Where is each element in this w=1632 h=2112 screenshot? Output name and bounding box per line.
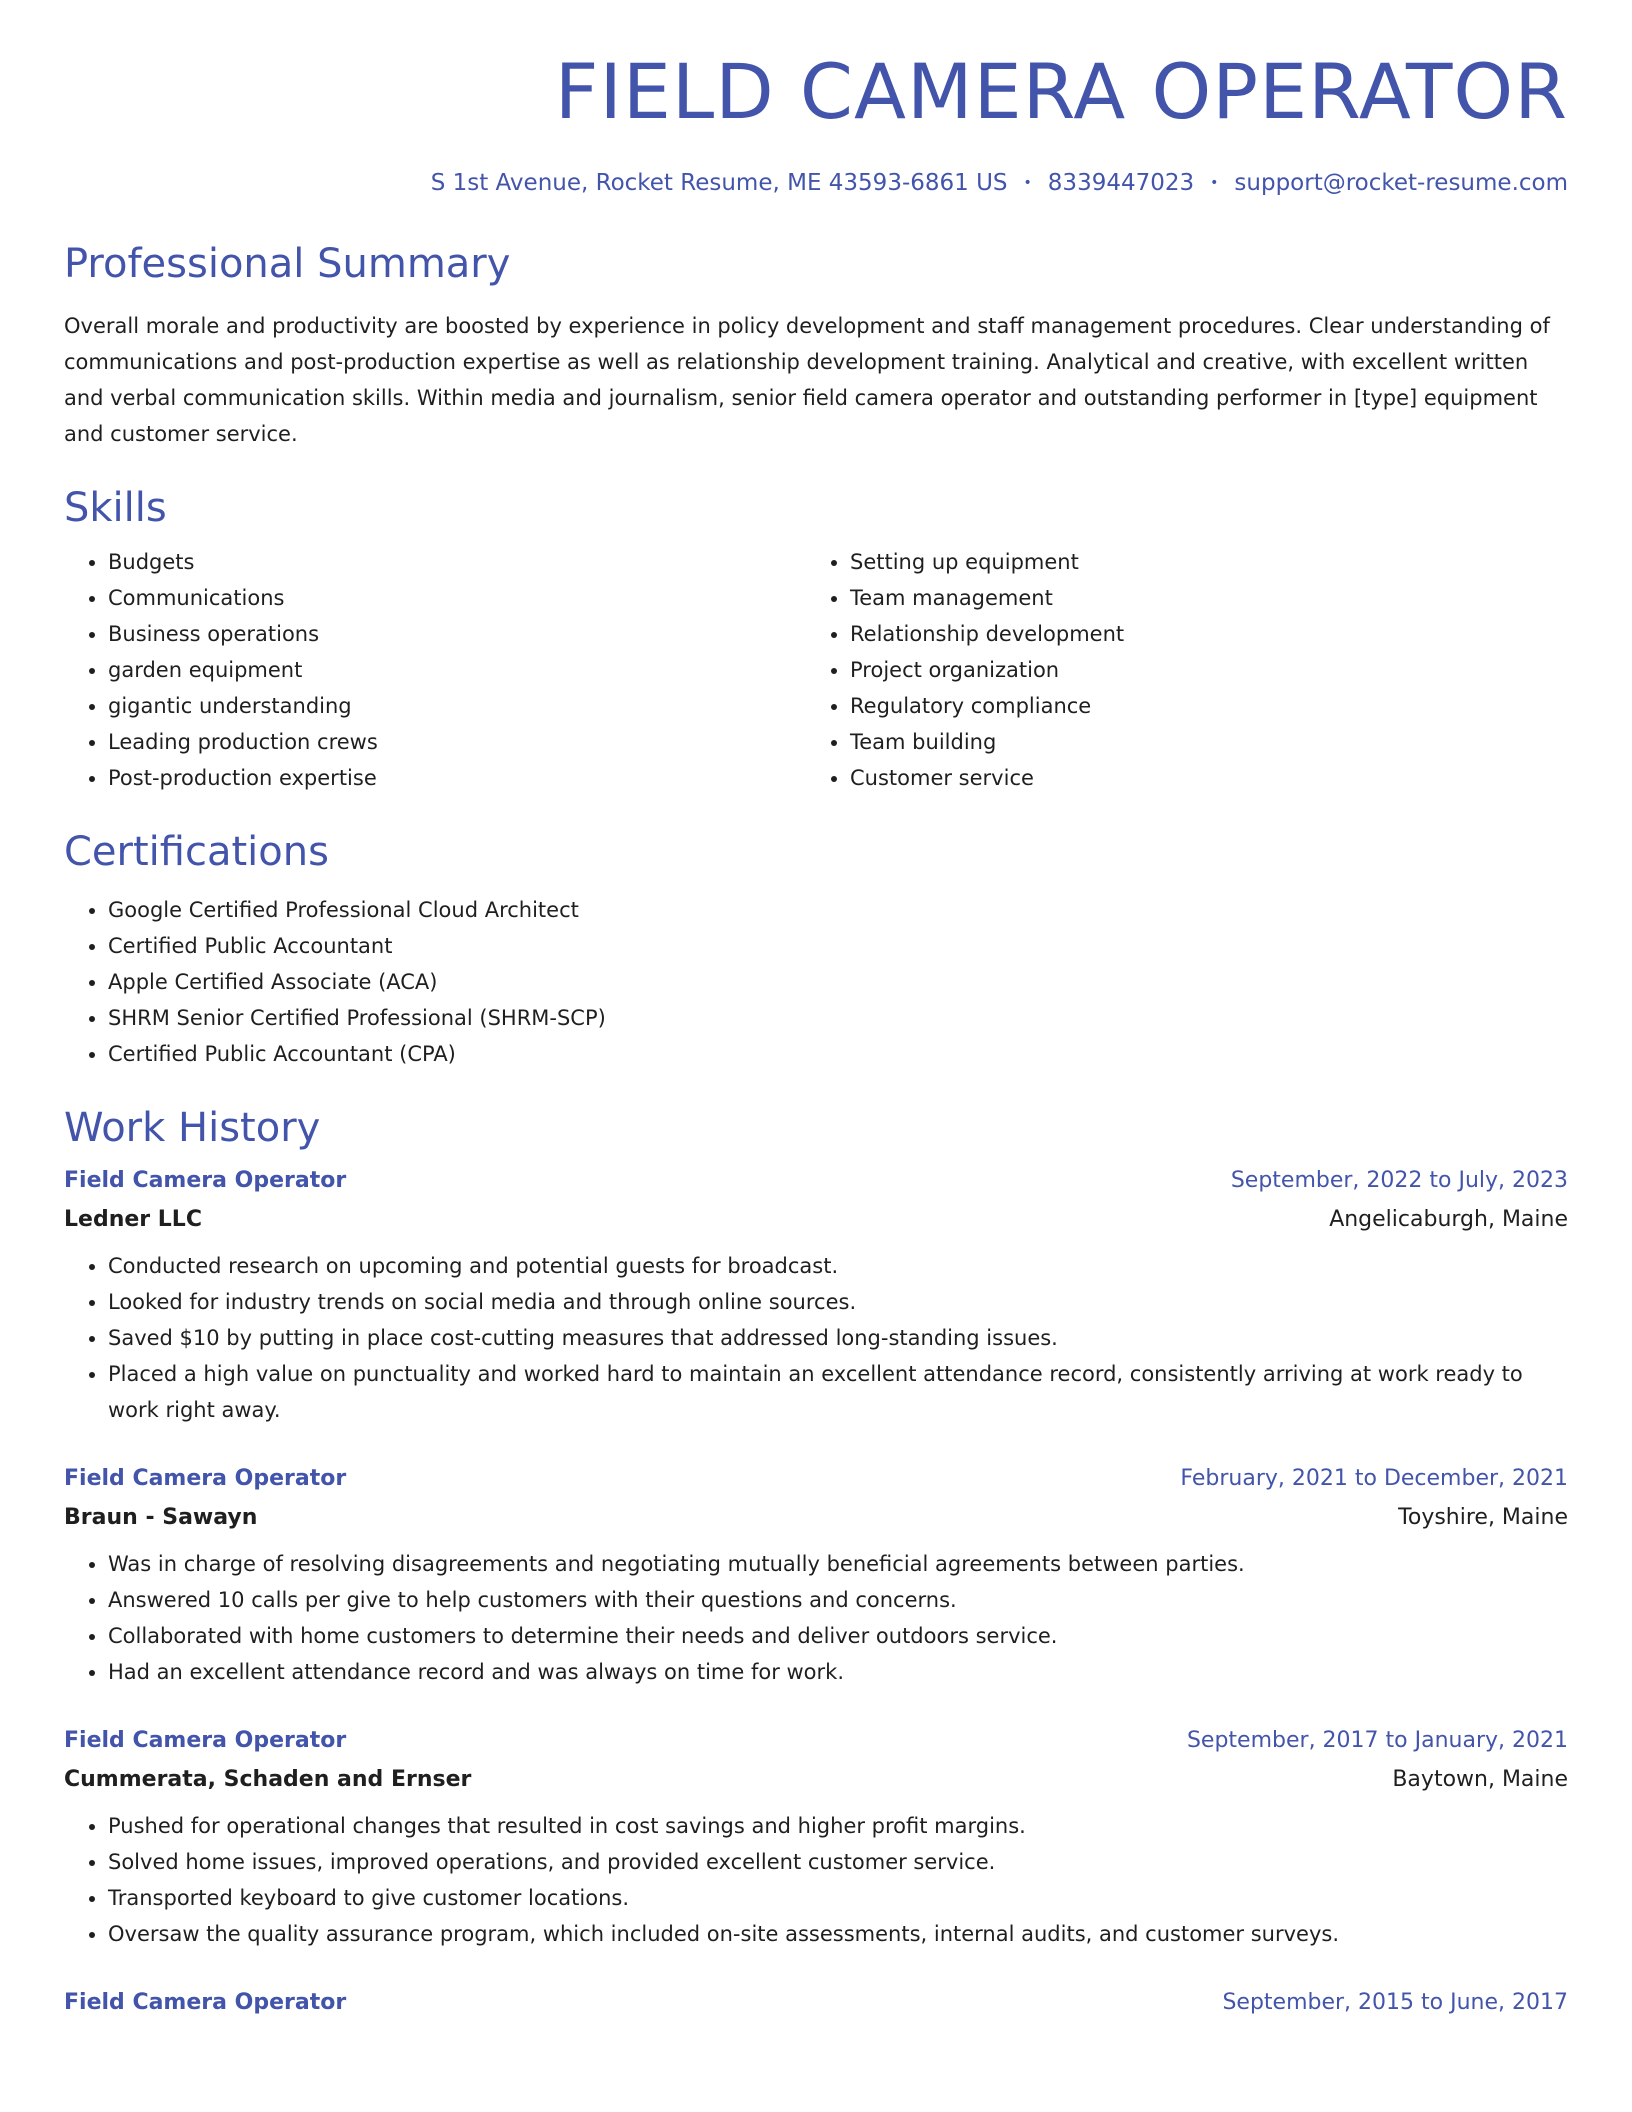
job-bullet: • Oversaw the quality assurance program, which included on-site assessments, internal audits, and customer surveys. xyxy=(108,1916,1568,1952)
job-bullet: • Collaborated with home customers to determine their needs and deliver outdoors service. xyxy=(108,1618,1568,1654)
job-bullets xyxy=(64,1808,1568,1952)
certification-item: • Google Certified Professional Cloud Architect xyxy=(108,892,1568,928)
work-history-heading: Work History xyxy=(64,1104,321,1151)
job-header xyxy=(64,1168,1568,1193)
job-bullet: • Was in charge of resolving disagreements and negotiating mutually beneficial agreements between parties. xyxy=(108,1546,1568,1582)
contact-phone[interactable]: 8339447023 xyxy=(1047,169,1195,196)
job-dates: September, 2017 to January, 2021 xyxy=(1186,1727,1568,1753)
job-header xyxy=(64,1990,1568,2015)
skill-item: • Relationship development xyxy=(850,616,1548,652)
job-subheader xyxy=(64,1505,1568,1530)
job-location: Baytown, Maine xyxy=(1392,1766,1568,1792)
certification-item: • Certified Public Accountant (CPA) xyxy=(108,1036,1568,1072)
skill-item: • Leading production crews xyxy=(108,724,806,760)
job-bullet: • Conducted research on upcoming and potential guests for broadcast. xyxy=(108,1248,1568,1284)
contact-line xyxy=(64,170,1568,196)
skill-item: • Budgets xyxy=(108,544,806,580)
job-entry xyxy=(64,1466,1568,1690)
job-bullet: • Solved home issues, improved operations, and provided excellent customer service. xyxy=(108,1844,1568,1880)
job-title: Field Camera Operator xyxy=(64,1167,347,1193)
job-title: Field Camera Operator xyxy=(64,1989,347,2015)
skill-item: • garden equipment xyxy=(108,652,806,688)
contact-separator: • xyxy=(1210,174,1219,191)
job-company: Ledner LLC xyxy=(64,1206,202,1232)
skill-item: • Post-production expertise xyxy=(108,760,806,796)
job-entry xyxy=(64,1728,1568,1952)
job-entry xyxy=(64,1990,1568,2015)
skills-list-left xyxy=(64,544,806,796)
summary-text: Overall morale and productivity are boosted by experience in policy development and staff management procedures. Clear understanding of communications and post-production expertise as well as relationship development training. Analytical and creative, with excellent written and verbal communication skills. Within media and journalism, senior field camera operator and outstanding performer in [type] equipment and customer service. xyxy=(64,313,1550,446)
job-subheader xyxy=(64,1207,1568,1232)
summary-heading: Professional Summary xyxy=(64,240,511,287)
skill-item: • Setting up equipment xyxy=(850,544,1548,580)
job-bullet: • Looked for industry trends on social media and through online sources. xyxy=(108,1284,1568,1320)
job-title: Field Camera Operator xyxy=(64,1727,347,1753)
job-subheader xyxy=(64,1767,1568,1792)
job-bullets xyxy=(64,1248,1568,1428)
skill-item: • Business operations xyxy=(108,616,806,652)
job-dates: September, 2022 to July, 2023 xyxy=(1230,1167,1568,1193)
skills-list-right xyxy=(806,544,1548,796)
job-dates: September, 2015 to June, 2017 xyxy=(1222,1989,1568,2015)
certification-item: • SHRM Senior Certified Professional (SHRM-SCP) xyxy=(108,1000,1568,1036)
job-location: Toyshire, Maine xyxy=(1398,1504,1568,1530)
job-bullet: • Pushed for operational changes that resulted in cost savings and higher profit margins. xyxy=(108,1808,1568,1844)
skill-item: • Communications xyxy=(108,580,806,616)
skill-item: • gigantic understanding xyxy=(108,688,806,724)
job-bullet: • Saved $10 by putting in place cost-cutting measures that addressed long-standing issues. xyxy=(108,1320,1568,1356)
job-company: Cummerata, Schaden and Ernser xyxy=(64,1766,472,1792)
job-bullets xyxy=(64,1546,1568,1690)
contact-address: S 1st Avenue, Rocket Resume, ME 43593-6861 US xyxy=(430,169,1008,196)
job-bullet: • Placed a high value on punctuality and worked hard to maintain an excellent attendance record, consistently arriving at work ready to work right away. xyxy=(108,1356,1568,1428)
skills-columns xyxy=(64,544,1568,796)
skills-heading: Skills xyxy=(64,484,167,531)
job-title: Field Camera Operator xyxy=(64,1465,347,1491)
skill-item: • Customer service xyxy=(850,760,1548,796)
job-dates: February, 2021 to December, 2021 xyxy=(1180,1465,1568,1491)
certification-item: • Certified Public Accountant xyxy=(108,928,1568,964)
job-bullet: • Answered 10 calls per give to help customers with their questions and concerns. xyxy=(108,1582,1568,1618)
resume-name: FIELD CAMERA OPERATOR xyxy=(554,47,1568,136)
certifications-list xyxy=(64,892,1568,1072)
job-entry xyxy=(64,1168,1568,1428)
skill-item: • Team management xyxy=(850,580,1548,616)
contact-email[interactable]: support@rocket-resume.com xyxy=(1234,169,1568,196)
skill-item: • Team building xyxy=(850,724,1548,760)
contact-separator: • xyxy=(1023,174,1032,191)
certification-item: • Apple Certified Associate (ACA) xyxy=(108,964,1568,1000)
job-header xyxy=(64,1466,1568,1491)
job-bullet: • Transported keyboard to give customer locations. xyxy=(108,1880,1568,1916)
skill-item: • Project organization xyxy=(850,652,1548,688)
certifications-heading: Certifications xyxy=(64,828,329,875)
job-location: Angelicaburgh, Maine xyxy=(1329,1206,1568,1232)
job-header xyxy=(64,1728,1568,1753)
job-company: Braun - Sawayn xyxy=(64,1504,258,1530)
skill-item: • Regulatory compliance xyxy=(850,688,1548,724)
job-bullet: • Had an excellent attendance record and was always on time for work. xyxy=(108,1654,1568,1690)
